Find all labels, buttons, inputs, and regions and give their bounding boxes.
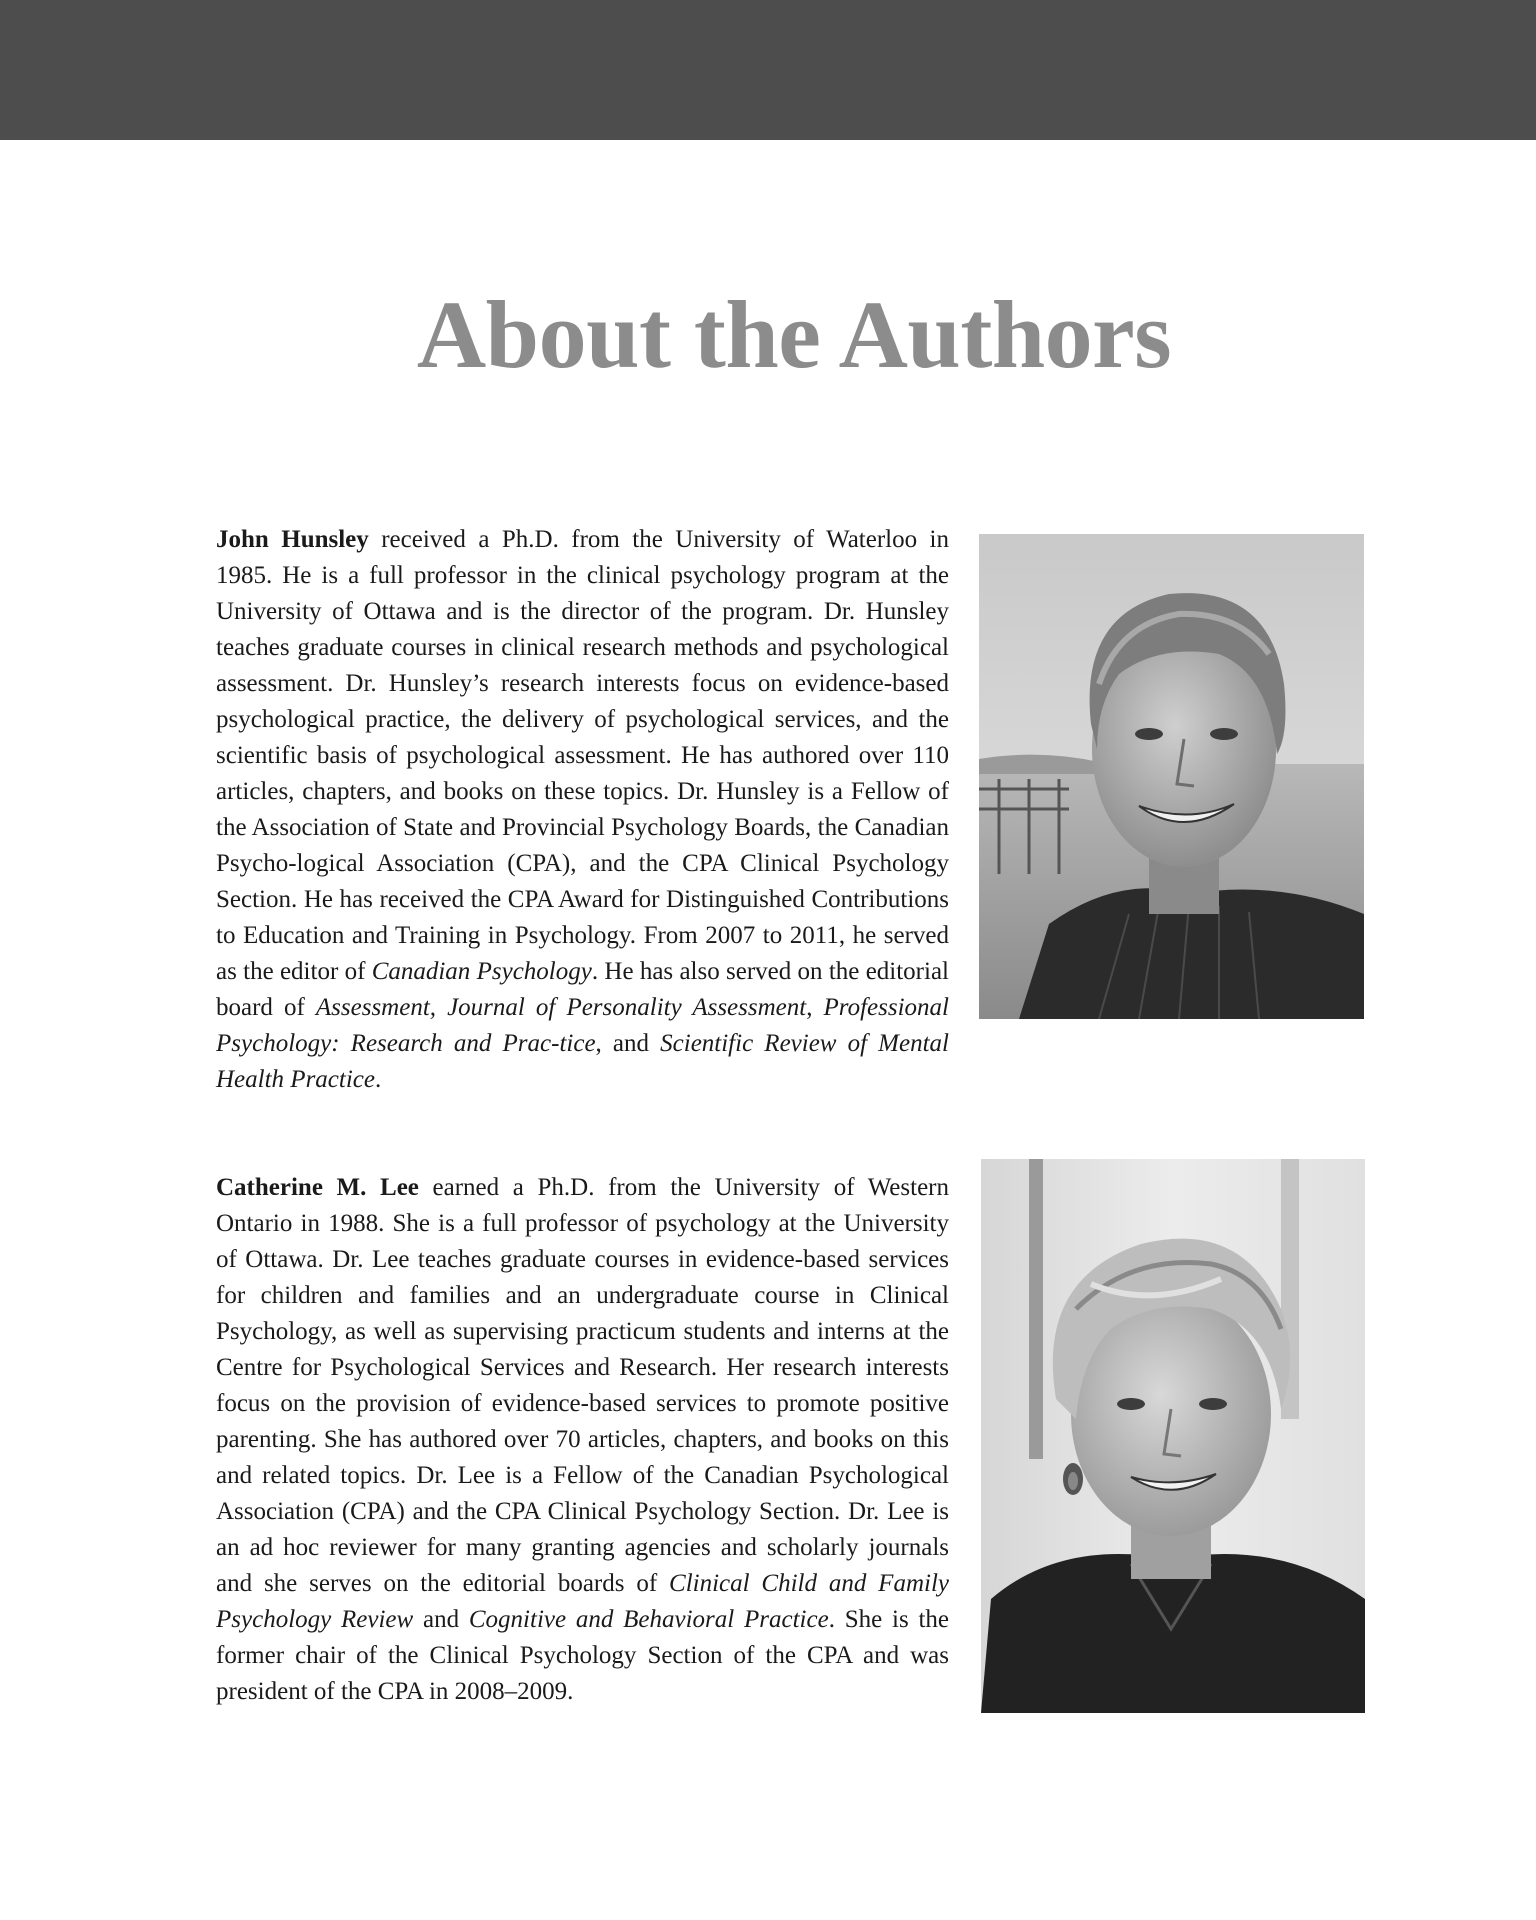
journal-title: Professional Psychology: Research and Prac-tice <box>216 994 949 1057</box>
author-name: Catherine M. Lee <box>216 1174 419 1201</box>
bio-text: . He has also served on the editorial board of <box>216 958 949 1021</box>
author-name: John Hunsley <box>216 526 369 553</box>
author-bio-lee <box>216 1170 949 1710</box>
portrait-illustration <box>981 1159 1365 1713</box>
page-title: About the Authors <box>416 281 1172 388</box>
journal-title: Clinical Child and Family Psychology Review <box>216 1570 949 1633</box>
author-photo-lee <box>981 1159 1365 1713</box>
bio-text: , <box>806 994 824 1021</box>
journal-title: Cognitive and Behavioral Practice <box>468 1606 829 1633</box>
author-photo-hunsley <box>979 534 1364 1019</box>
bio-text: . <box>374 1066 382 1093</box>
bio-text: received a Ph.D. from the University of Waterloo in 1985. He is a full professor in the clinical psychology program at the University of Ottawa and is the director of the program. Dr. Hunsley teaches graduate courses in clinical research methods and psychological assessment. Dr. Hunsley’s research interests focus on evidence-based psychological practice, the delivery of psychological services, and the scientific basis of psychological assessment. He has authored over 110 articles, chapters, and books on these topics. Dr. Hunsley is a Fellow of the Association of State and Provincial Psychology Boards, the Canadian Psycho-logical Association (CPA), and the CPA Clinical Psychology Section. He has received the CPA Award for Distinguished Contributions to Education and Training in Psychology. From 2007 to 2011, he served as the editor of <box>216 526 949 985</box>
journal-title: Assessment, Journal of Personality Assessment <box>315 994 807 1021</box>
bio-text: and <box>413 1606 469 1633</box>
bio-text: . She is the former chair of the Clinical Psychology Section of the CPA and was president of the CPA in 2008–2009. <box>216 1606 949 1705</box>
bio-text: earned a Ph.D. from the University of Western Ontario in 1988. She is a full professor of psychology at the University of Ottawa. Dr. Lee teaches graduate courses in evidence-based services for children and families and an undergraduate course in Clinical Psychology, as well as supervising practicum students and interns at the Centre for Psychological Services and Research. Her research interests focus on the provision of evidence-based services to promote positive parenting. She has authored over 70 articles, chapters, and books on this and related topics. Dr. Lee is a Fellow of the Canadian Psychological Association (CPA) and the CPA Clinical Psychology Section. Dr. Lee is an ad hoc reviewer for many granting agencies and scholarly journals and she serves on the editorial boards of <box>216 1174 949 1597</box>
portrait-illustration <box>979 534 1364 1019</box>
top-header-band <box>0 0 1536 140</box>
journal-title: Canadian Psychology <box>371 958 592 985</box>
bio-text: , and <box>595 1030 661 1057</box>
journal-title: Scientific Review of Mental Health Practice <box>216 1030 949 1093</box>
author-bio-hunsley <box>216 522 949 1098</box>
